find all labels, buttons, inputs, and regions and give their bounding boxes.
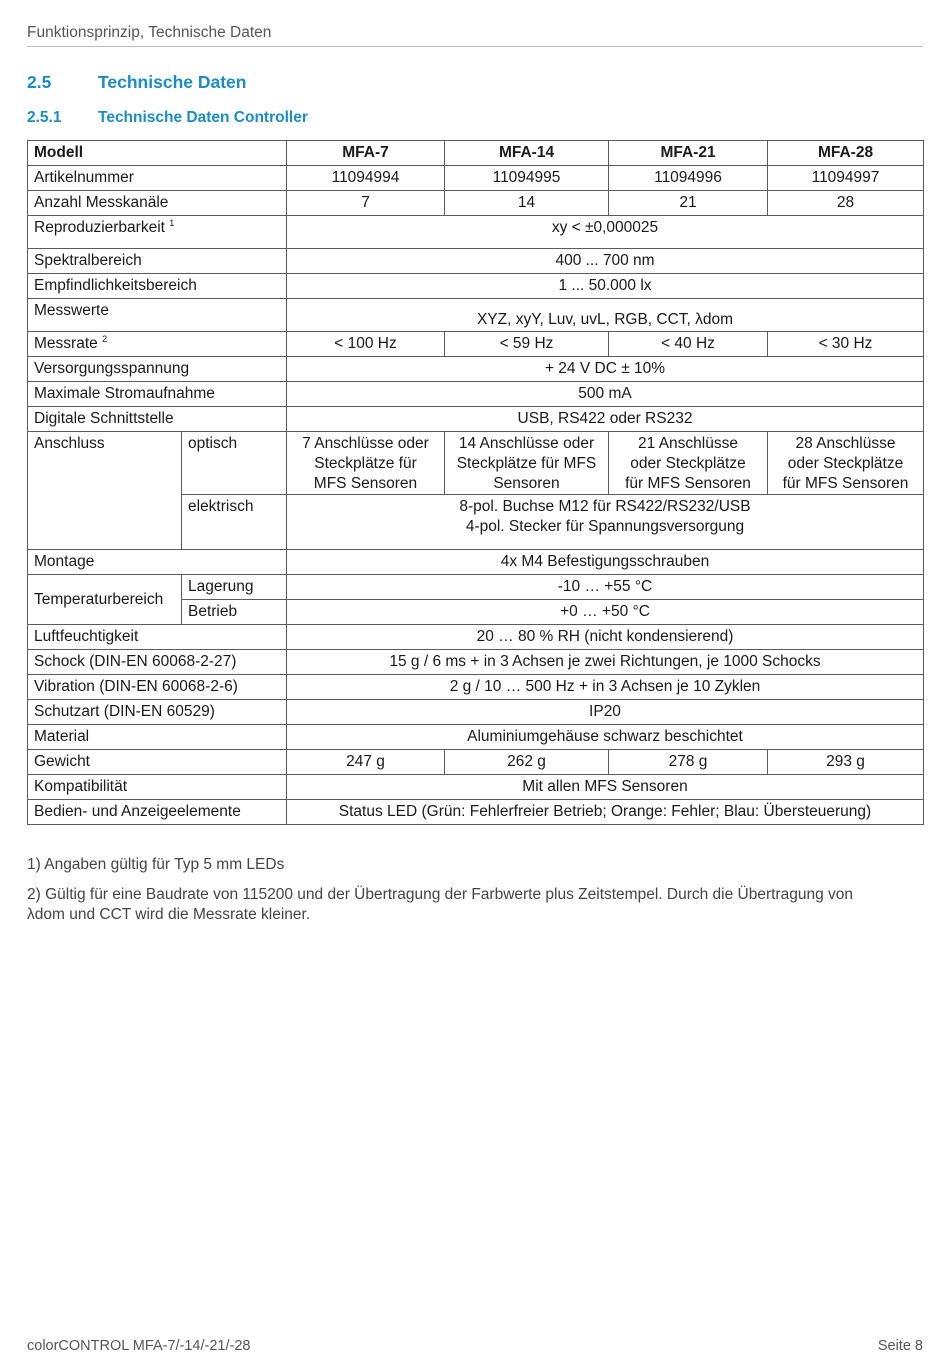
page-footer [27, 1338, 923, 1354]
row-label: Messwerte [28, 299, 287, 332]
footnote-2 [27, 885, 927, 925]
cell-value: 7 [287, 191, 445, 216]
page-number: Seite 8 [877, 1338, 923, 1354]
header-label: Modell [28, 141, 287, 166]
row-label: Bedien- und Anzeigeelemente [28, 800, 287, 825]
footnote-1: 1) Angaben gültig für Typ 5 mm LEDs [27, 856, 285, 873]
cell-line: 8-pol. Buchse M12 für RS422/RS232/USB [459, 498, 751, 515]
sub-label: elektrisch [182, 495, 287, 550]
cell-line: oder Steckplätze [630, 455, 746, 472]
row-label: Versorgungsspannung [28, 357, 287, 382]
subsection-title: Technische Daten Controller [98, 109, 308, 126]
cell-value: 15 g / 6 ms + in 3 Achsen je zwei Richtungen, je 1000 Schocks [287, 650, 924, 675]
cell-value [287, 432, 445, 495]
table-row [28, 750, 924, 775]
footnote-2-line: 2) Gültig für eine Baudrate von 115200 und der Übertragung der Farbwerte plus Zeitstempel. Durch die Übertragung von [27, 886, 853, 903]
table-row [28, 332, 924, 357]
table-row [28, 166, 924, 191]
cell-value: 293 g [768, 750, 924, 775]
footnote-2-line: λdom und CCT wird die Messrate kleiner. [27, 906, 311, 923]
cell-value [609, 432, 768, 495]
table-header-row [28, 141, 924, 166]
cell-line: für MFS Sensoren [782, 475, 909, 492]
cell-value: USB, RS422 oder RS232 [287, 407, 924, 432]
table-row [28, 191, 924, 216]
row-label: Maximale Stromaufnahme [28, 382, 287, 407]
sub-label: optisch [182, 432, 287, 495]
row-label-text: Messrate [34, 335, 98, 352]
row-label [28, 216, 287, 249]
model-mfa28: MFA-28 [768, 141, 924, 166]
table-row [28, 625, 924, 650]
model-mfa21: MFA-21 [609, 141, 768, 166]
row-label: Vibration (DIN-EN 60068-2-6) [28, 675, 287, 700]
cell-value [287, 495, 924, 550]
row-label: Montage [28, 550, 287, 575]
cell-line: 7 Anschlüsse oder [302, 435, 429, 452]
cell-value: 1 ... 50.000 lx [287, 274, 924, 299]
model-mfa14: MFA-14 [445, 141, 609, 166]
cell-value: 14 [445, 191, 609, 216]
section-title: Technische Daten [98, 72, 247, 92]
cell-value: 11094994 [287, 166, 445, 191]
footnote-ref: 1 [169, 218, 175, 228]
cell-value: < 30 Hz [768, 332, 924, 357]
cell-line: oder Steckplätze [787, 455, 904, 472]
row-label: Spektralbereich [28, 249, 287, 274]
cell-value: 28 [768, 191, 924, 216]
cell-value: 11094996 [609, 166, 768, 191]
table-row [28, 382, 924, 407]
table-row [28, 775, 924, 800]
cell-value: XYZ, xyY, Luv, uvL, RGB, CCT, λdom [287, 299, 924, 332]
cell-value: 20 … 80 % RH (nicht kondensierend) [287, 625, 924, 650]
cell-line: 14 Anschlüsse oder [458, 435, 595, 452]
cell-value: Aluminiumgehäuse schwarz beschichtet [287, 725, 924, 750]
page-header [27, 24, 923, 47]
row-label-text: Reproduzierbarkeit [34, 219, 165, 236]
table-row [28, 800, 924, 825]
footer-product: colorCONTROL MFA-7/-14/-21/-28 [27, 1338, 251, 1354]
cell-line: 4-pol. Stecker für Spannungsversorgung [465, 518, 745, 535]
row-label: Luftfeuchtigkeit [28, 625, 287, 650]
subsection-heading [27, 109, 308, 127]
section-number: 2.5 [27, 72, 52, 92]
section-heading [27, 72, 246, 93]
table-row [28, 675, 924, 700]
cell-value: IP20 [287, 700, 924, 725]
cell-value: xy < ±0,000025 [287, 216, 924, 249]
cell-value: 11094997 [768, 166, 924, 191]
sub-label: Lagerung [182, 575, 287, 600]
cell-value: 500 mA [287, 382, 924, 407]
cell-line: Sensoren [493, 475, 560, 492]
cell-value: 400 ... 700 nm [287, 249, 924, 274]
cell-value: + 24 V DC ± 10% [287, 357, 924, 382]
cell-value: -10 … +55 °C [287, 575, 924, 600]
row-label: Temperaturbereich [28, 575, 182, 625]
cell-value: 4x M4 Befestigungsschrauben [287, 550, 924, 575]
row-label: Anzahl Messkanäle [28, 191, 287, 216]
row-label: Material [28, 725, 287, 750]
table-row [28, 700, 924, 725]
cell-value: Status LED (Grün: Fehlerfreier Betrieb; Orange: Fehler; Blau: Übersteuerung) [287, 800, 924, 825]
table-row [28, 274, 924, 299]
table-row [28, 725, 924, 750]
cell-value: < 40 Hz [609, 332, 768, 357]
row-label: Artikelnummer [28, 166, 287, 191]
row-label: Kompatibilität [28, 775, 287, 800]
row-label: Schutzart (DIN-EN 60529) [28, 700, 287, 725]
cell-line: Steckplätze für [314, 455, 417, 472]
cell-value [445, 432, 609, 495]
cell-value [768, 432, 924, 495]
row-label: Anschluss [28, 432, 182, 550]
table-row [28, 550, 924, 575]
footnote-ref: 2 [102, 334, 108, 344]
cell-line: Steckplätze für MFS [456, 455, 597, 472]
row-label: Digitale Schnittstelle [28, 407, 287, 432]
row-label: Gewicht [28, 750, 287, 775]
row-label [28, 332, 287, 357]
table-row [28, 249, 924, 274]
model-mfa7: MFA-7 [287, 141, 445, 166]
cell-value: 21 [609, 191, 768, 216]
cell-line: MFS Sensoren [313, 475, 418, 492]
cell-value: 2 g / 10 … 500 Hz + in 3 Achsen je 10 Zyklen [287, 675, 924, 700]
sub-label: Betrieb [182, 600, 287, 625]
cell-value: 11094995 [445, 166, 609, 191]
table-row [28, 650, 924, 675]
cell-value: +0 … +50 °C [287, 600, 924, 625]
cell-line: 21 Anschlüsse [638, 435, 738, 452]
cell-value: < 59 Hz [445, 332, 609, 357]
specs-table [27, 140, 924, 825]
cell-value: 278 g [609, 750, 768, 775]
cell-line: für MFS Sensoren [625, 475, 751, 492]
cell-value: 262 g [445, 750, 609, 775]
table-row [28, 575, 924, 600]
cell-value: 247 g [287, 750, 445, 775]
table-row [28, 357, 924, 382]
table-row [28, 432, 924, 495]
cell-line: 28 Anschlüsse [795, 435, 896, 452]
row-label: Empfindlichkeitsbereich [28, 274, 287, 299]
table-row [28, 407, 924, 432]
cell-value: Mit allen MFS Sensoren [287, 775, 924, 800]
table-row [28, 216, 924, 249]
header-title: Funktionsprinzip, Technische Daten [27, 24, 272, 41]
subsection-number: 2.5.1 [27, 109, 62, 126]
row-label: Schock (DIN-EN 60068-2-27) [28, 650, 287, 675]
table-row [28, 299, 924, 332]
cell-value: < 100 Hz [287, 332, 445, 357]
